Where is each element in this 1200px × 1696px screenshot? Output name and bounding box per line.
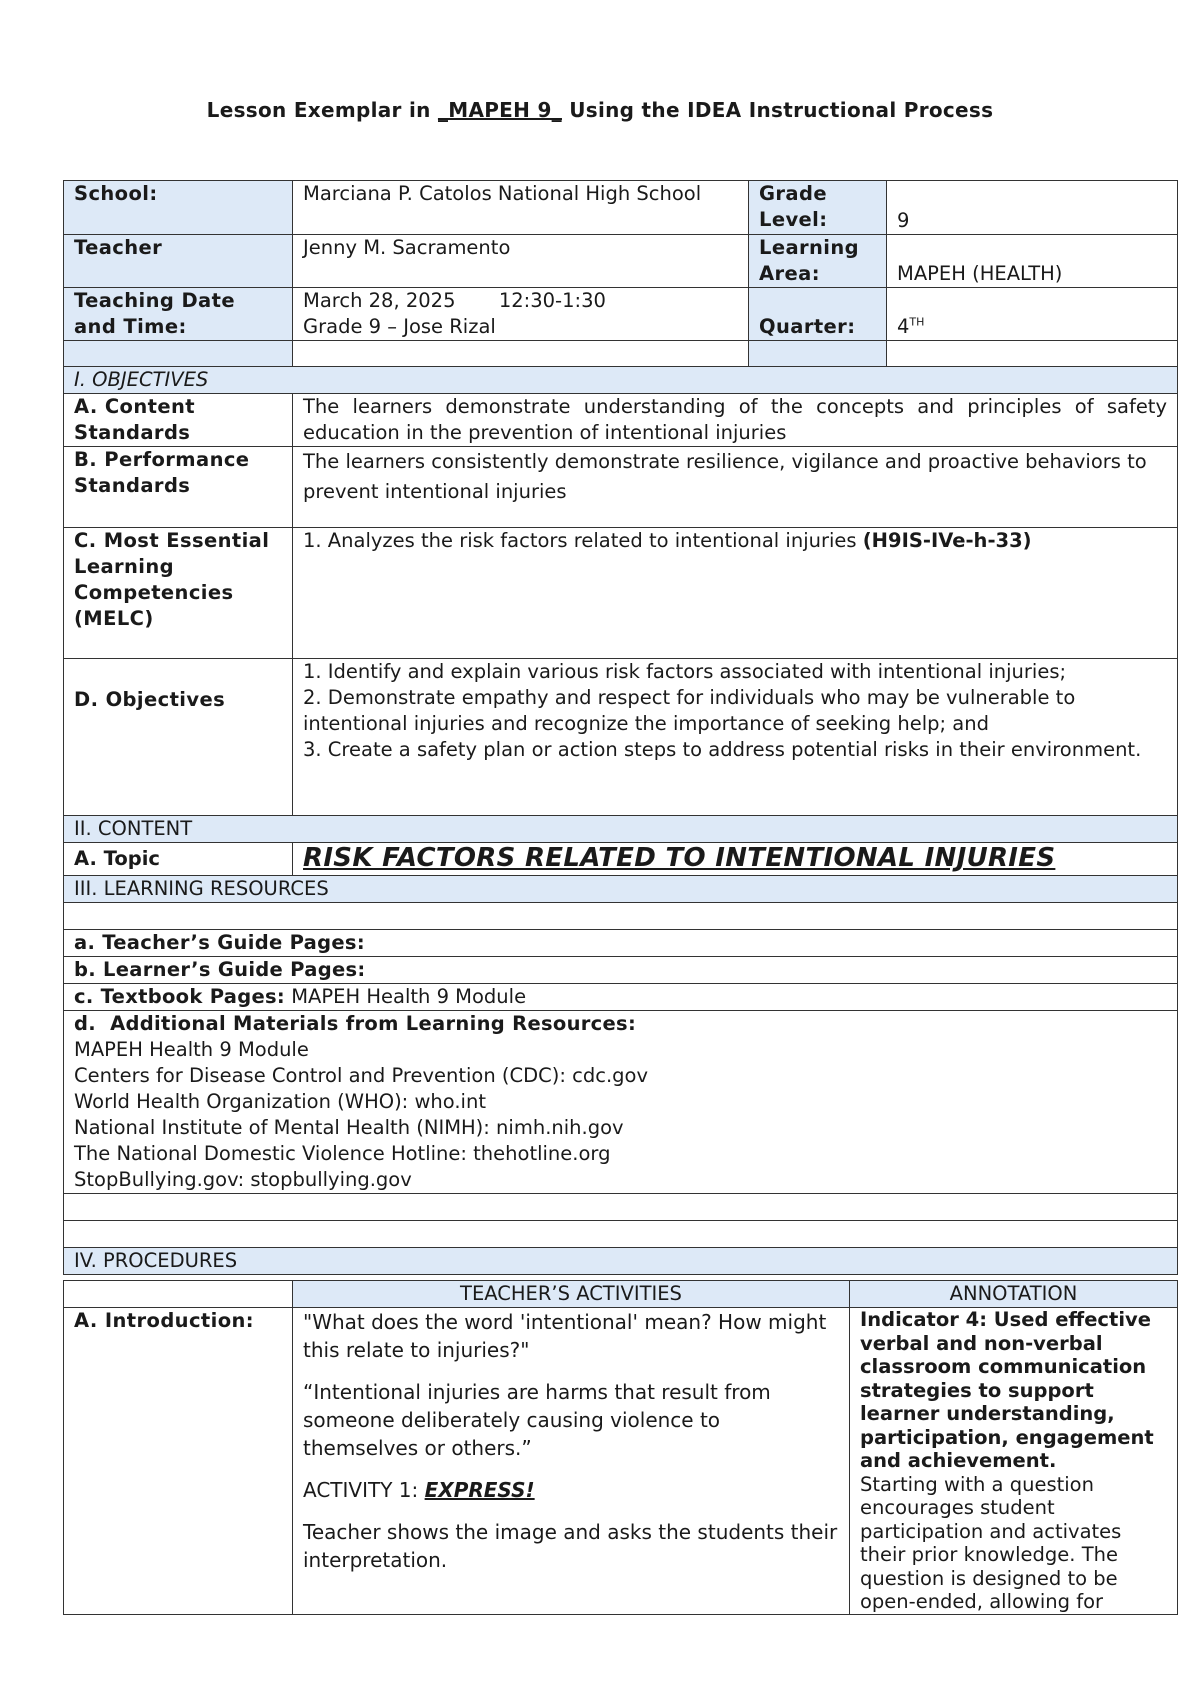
resource-item: National Institute of Mental Health (NIMH): nimh.nih.gov: [74, 1116, 624, 1139]
title-subject: _MAPEH 9_: [437, 98, 562, 122]
objectives-heading-row: [64, 367, 1178, 394]
content-standards-value: The learners demonstrate understanding of the concepts and principles of safety education in the prevention of intentional injuries: [293, 394, 1178, 447]
quarter-label: Quarter:: [749, 288, 887, 341]
resource-item: StopBullying.gov: stopbullying.gov: [74, 1168, 412, 1191]
blank-cell: [64, 1194, 1178, 1221]
performance-standards-value: The learners consistently demonstrate resilience, vigilance and proactive behaviors to prevent intentional injuries: [293, 447, 1178, 528]
grade-level-value: 9: [887, 181, 1178, 235]
topic-label: A. Topic: [64, 843, 293, 876]
date-row: [64, 288, 1178, 341]
content-heading: II. CONTENT: [64, 816, 1178, 843]
teacher-label: Teacher: [64, 235, 293, 288]
school-label: School:: [64, 181, 293, 235]
textbook-label: c. Textbook Pages:: [74, 985, 286, 1008]
title-suffix: Using the IDEA Instructional Process: [561, 98, 994, 122]
title-prefix: Lesson Exemplar in: [206, 98, 438, 122]
blank-cell: [64, 1281, 293, 1308]
procedures-heading: IV. PROCEDURES: [64, 1248, 1178, 1275]
lesson-table: [63, 180, 1178, 1275]
introduction-label: A. Introduction:: [64, 1308, 293, 1615]
textbook-row: [64, 984, 1178, 1011]
content-standards-row: [64, 394, 1178, 447]
teacher-guide-label: a. Teacher’s Guide Pages:: [64, 930, 1178, 957]
resources-blank-row: [64, 1221, 1178, 1248]
additional-materials-row: [64, 1011, 1178, 1194]
performance-standards-row: [64, 447, 1178, 528]
resource-item: The National Domestic Violence Hotline: thehotline.org: [74, 1142, 611, 1165]
teaching-date-label: Teaching Date and Time:: [64, 288, 293, 341]
additional-materials-label: d. Additional Materials from Learning Resources:: [74, 1012, 637, 1035]
blank-cell: [64, 903, 1178, 930]
melc-row: [64, 528, 1178, 659]
objective-item: 3. Create a safety plan or action steps to address potential risks in their environment.: [303, 738, 1142, 761]
introduction-row: [64, 1308, 1178, 1615]
resources-blank-row: [64, 1194, 1178, 1221]
annotation-body: Starting with a question encourages student participation and activates their prior knowledge. The question is designed to be open-ended, allowing for: [860, 1472, 1122, 1613]
school-value: Marciana P. Catolos National High School: [293, 181, 749, 235]
learning-area-value: MAPEH (HEALTH): [887, 235, 1178, 288]
activity-prefix: ACTIVITY 1:: [303, 1478, 425, 1502]
melc-label: C. Most Essential Learning Competencies (MELC): [64, 528, 293, 659]
introduction-annotation: [850, 1308, 1178, 1615]
melc-text: 1. Analyzes the risk factors related to intentional injuries: [303, 529, 863, 552]
additional-materials-cell: [64, 1011, 1178, 1194]
procedures-heading-row: [64, 1248, 1178, 1275]
textbook-value: MAPEH Health 9 Module: [285, 985, 527, 1008]
objectives-list: [293, 659, 1178, 816]
blank-cell: [64, 341, 293, 367]
resources-heading: III. LEARNING RESOURCES: [64, 876, 1178, 903]
activity-name: EXPRESS!: [424, 1478, 535, 1502]
melc-code: (H9IS-IVe-h-33): [862, 529, 1032, 552]
content-heading-row: [64, 816, 1178, 843]
teacher-row: [64, 235, 1178, 288]
blank-header-row: [64, 341, 1178, 367]
procedures-column-header-row: [64, 1281, 1178, 1308]
annotation-heading: Indicator 4: Used effective verbal and non-verbal classroom communication strategies to support learner understanding, participation, engagement and achievement.: [860, 1308, 1154, 1472]
introduction-activities: [293, 1308, 850, 1615]
teacher-value: Jenny M. Sacramento: [293, 235, 749, 288]
melc-value: [293, 528, 1178, 659]
textbook-cell: [64, 984, 1178, 1011]
section-line: Grade 9 – Jose Rizal: [303, 315, 496, 338]
teaching-date-value: [293, 288, 749, 341]
resource-item: Centers for Disease Control and Prevention (CDC): cdc.gov: [74, 1064, 649, 1087]
objective-item: 2. Demonstrate empathy and respect for individuals who may be vulnerable to intentional injuries and recognize the importance of seeking help; and: [303, 686, 1076, 735]
quarter-value: [887, 288, 1178, 341]
intro-definition: “Intentional injuries are harms that result from someone deliberately causing violence to themselves or others.”: [303, 1380, 771, 1460]
objectives-label: D. Objectives: [64, 659, 293, 816]
blank-cell: [749, 341, 887, 367]
activity-description: Teacher shows the image and asks the students their interpretation.: [303, 1520, 838, 1572]
document-title: [0, 98, 1200, 122]
activity-title: [303, 1476, 839, 1504]
objective-item: 1. Identify and explain various risk factors associated with intentional injuries;: [303, 660, 1067, 683]
resource-item: World Health Organization (WHO): who.int: [74, 1090, 486, 1113]
resources-heading-row: [64, 876, 1178, 903]
content-standards-label: A. Content Standards: [64, 394, 293, 447]
teacher-activities-header: TEACHER’S ACTIVITIES: [293, 1281, 850, 1308]
blank-cell: [293, 341, 749, 367]
performance-standards-label: B. Performance Standards: [64, 447, 293, 528]
objectives-heading: I. OBJECTIVES: [64, 367, 1178, 394]
quarter-number: 4: [897, 315, 910, 338]
school-row: [64, 181, 1178, 235]
teacher-guide-row: [64, 930, 1178, 957]
procedures-table: [63, 1280, 1178, 1615]
annotation-header: ANNOTATION: [850, 1281, 1178, 1308]
intro-question: "What does the word 'intentional' mean? How might this relate to injuries?": [303, 1310, 827, 1362]
objectives-row: [64, 659, 1178, 816]
grade-level-label: Grade Level:: [749, 181, 887, 235]
resources-blank-row: [64, 903, 1178, 930]
date-time-line: March 28, 2025 12:30-1:30: [303, 289, 606, 312]
learner-guide-row: [64, 957, 1178, 984]
topic-value: RISK FACTORS RELATED TO INTENTIONAL INJURIES: [293, 843, 1178, 876]
learner-guide-label: b. Learner’s Guide Pages:: [64, 957, 1178, 984]
resource-item: MAPEH Health 9 Module: [74, 1038, 309, 1061]
quarter-suffix: TH: [909, 315, 925, 329]
blank-cell: [64, 1221, 1178, 1248]
topic-row: [64, 843, 1178, 876]
learning-area-label: Learning Area:: [749, 235, 887, 288]
blank-cell: [887, 341, 1178, 367]
